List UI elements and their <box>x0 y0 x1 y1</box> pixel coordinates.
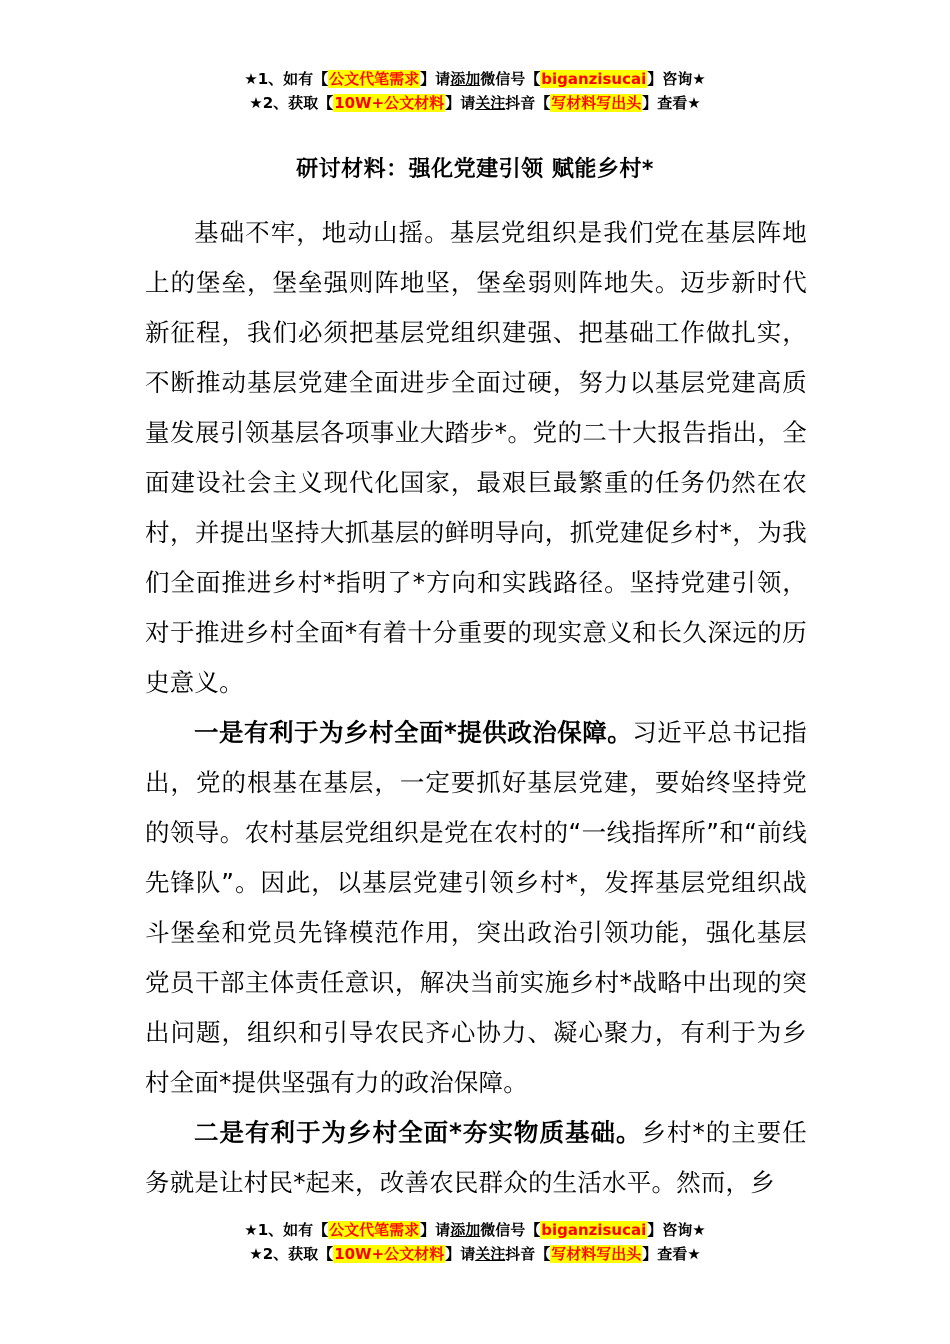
banner-text: 】请 <box>420 1221 451 1239</box>
banner-line-1 <box>0 67 950 91</box>
banner-highlight: 公文代笔需求 <box>329 70 420 88</box>
banner-text: 】咨询★ <box>647 1221 706 1239</box>
paragraph-lead: 一是有利于为乡村全面*提供政治保障。 <box>194 718 633 747</box>
paragraph <box>145 208 807 708</box>
banner-highlight: 写材料写出头 <box>551 1245 642 1263</box>
banner-underline: 添加 <box>450 70 481 88</box>
banner-highlight: biganzisucai <box>541 1221 647 1239</box>
banner-line-2 <box>0 91 950 115</box>
banner-text: 抖音【 <box>505 94 551 112</box>
banner-text: 】查看★ <box>642 1245 701 1263</box>
banner-highlight: 10W+公文材料 <box>334 94 445 112</box>
banner-text: ★2、获取【 <box>249 1245 334 1263</box>
paragraph <box>145 1108 807 1208</box>
header-banner <box>0 67 950 115</box>
banner-text: ★1、如有【 <box>244 70 329 88</box>
banner-highlight: 公文代笔需求 <box>329 1221 420 1239</box>
banner-text: 】请 <box>445 1245 476 1263</box>
banner-highlight: 10W+公文材料 <box>334 1245 445 1263</box>
banner-highlight: biganzisucai <box>541 70 647 88</box>
paragraph-text: 习近平总书记指出，党的根基在基层，一定要抓好基层党建，要始终坚持党的领导。农村基层党组织是党在农村的“一线指挥所”和“前线先锋队”。因此，以基层党建引领乡村*，发挥基层党组织战斗堡垒和党员先锋模范作用，突出政治引领功能，强化基层党员干部主体责任意识，解决当前实施乡村*战略中出现的突出问题，组织和引导农民齐心协力、凝心聚力，有利于为乡村全面*提供坚强有力的政治保障。 <box>145 718 807 1097</box>
banner-text: 】咨询★ <box>647 70 706 88</box>
banner-text: 】请 <box>445 94 476 112</box>
banner-text: 抖音【 <box>505 1245 551 1263</box>
banner-underline: 关注 <box>475 94 506 112</box>
paragraph-text: 乡村*的主要任务就是让村民*起来，改善农民群众的生活水平。然而，乡 <box>145 1118 807 1197</box>
paragraph <box>145 708 807 1108</box>
banner-text: 】请 <box>420 70 451 88</box>
banner-text: ★1、如有【 <box>244 1221 329 1239</box>
banner-highlight: 写材料写出头 <box>551 94 642 112</box>
banner-text: 微信号【 <box>480 70 541 88</box>
banner-text: 】查看★ <box>642 94 701 112</box>
document-title: 研讨材料：强化党建引领 赋能乡村* <box>296 157 654 182</box>
document-body <box>145 208 807 1208</box>
paragraph-lead: 二是有利于为乡村全面*夯实物质基础。 <box>194 1118 642 1147</box>
banner-text: ★2、获取【 <box>249 94 334 112</box>
banner-underline: 添加 <box>450 1221 481 1239</box>
paragraph-text: 基础不牢，地动山摇。基层党组织是我们党在基层阵地上的堡垒，堡垒强则阵地坚，堡垒弱则阵地失。迈步新时代新征程，我们必须把基层党组织建强、把基础工作做扎实，不断推动基层党建全面进步全面过硬，努力以基层党建高质量发展引领基层各项事业大踏步*。党的二十大报告指出，全面建设社会主义现代化国家，最艰巨最繁重的任务仍然在农村，并提出坚持大抓基层的鲜明导向，抓党建促乡村*，为我们全面推进乡村*指明了*方向和实践路径。坚持党建引领，对于推进乡村全面*有着十分重要的现实意义和长久深远的历史意义。 <box>145 218 807 697</box>
banner-line-1 <box>0 1218 950 1242</box>
banner-line-2 <box>0 1242 950 1266</box>
footer-banner <box>0 1218 950 1266</box>
banner-underline: 关注 <box>475 1245 506 1263</box>
banner-text: 微信号【 <box>480 1221 541 1239</box>
